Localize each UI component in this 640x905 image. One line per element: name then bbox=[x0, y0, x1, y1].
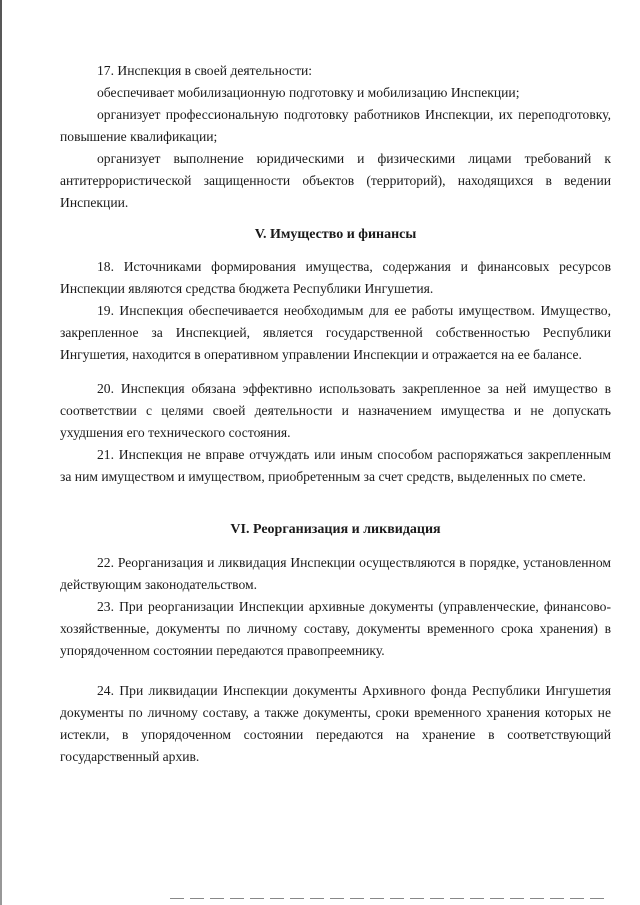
paragraph-21: 21. Инспекция не вправе отчуждать или иным способом распоряжаться закрепленным за ним имуществом и имуществом, приобретенным за счет средств, выделенных по смете. bbox=[60, 447, 611, 485]
paragraph-17-item-2: организует профессиональную подготовку работников Инспекции, их переподготовку, повышение квалификации; bbox=[60, 107, 611, 145]
paragraph-24: 24. При ликвидации Инспекции документы Архивного фонда Республики Ингушетия документы по личному составу, а также документы, сроки временного хранения которых не истекли, в упорядоченном состоянии передаются на хранение в соответствующий государственный архив. bbox=[60, 683, 611, 765]
scan-footer-line bbox=[170, 898, 610, 899]
paragraph-18: 18. Источниками формирования имущества, содержания и финансовых ресурсов Инспекции являются средства бюджета Республики Ингушетия. bbox=[60, 259, 611, 297]
section-heading-v: V. Имущество и финансы bbox=[254, 227, 417, 242]
paragraph-19: 19. Инспекция обеспечивается необходимым для ее работы имуществом. Имущество, закрепленное за Инспекцией, является государственной собственностью Республики Ингушетия, находится в оперативном управлении Инспекции и отражается на ее балансе. bbox=[60, 303, 611, 363]
section-heading-vi: VI. Реорганизация и ликвидация bbox=[230, 522, 441, 537]
page-edge-shadow bbox=[0, 0, 2, 905]
paragraph-22: 22. Реорганизация и ликвидация Инспекции осуществляются в порядке, установленном действующим законодательством. bbox=[60, 555, 611, 593]
paragraph-17-item-1: обеспечивает мобилизационную подготовку и мобилизацию Инспекции; bbox=[97, 85, 520, 100]
paragraph-23: 23. При реорганизации Инспекции архивные документы (управленческие, финансово-хозяйственные, документы по личному составу, документы временного срока хранения) в упорядоченном состоянии передаются правопреемнику. bbox=[60, 599, 611, 659]
paragraph-17-item-3: организует выполнение юридическими и физическими лицами требований к антитеррористической защищенности объектов (территорий), находящихся в ведении Инспекции. bbox=[60, 151, 611, 211]
paragraph-17: 17. Инспекция в своей деятельности: bbox=[97, 63, 313, 78]
paragraph-20: 20. Инспекция обязана эффективно использовать закрепленное за ней имущество в соответствии с целями своей деятельности и назначением имущества и не допускать ухудшения его технического состояния. bbox=[60, 381, 611, 441]
